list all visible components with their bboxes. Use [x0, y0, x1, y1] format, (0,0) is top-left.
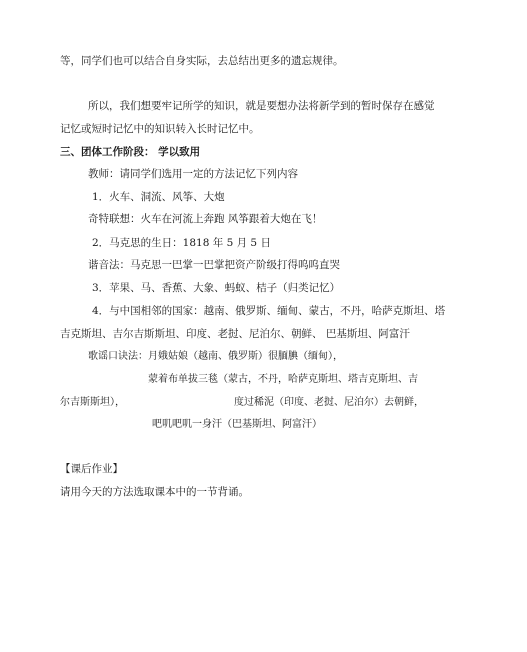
item-2-title: 2．马克思的生日：1818 年 5 月 5 日 — [92, 237, 271, 249]
item-1-note: 奇特联想：火车在河流上奔跑 风筝跟着大炮在飞！ — [88, 213, 323, 225]
section-heading: 三、团体工作阶段： 学以致用 — [60, 146, 201, 158]
homework-text: 请用今天的方法选取课本中的一节背诵。 — [60, 486, 249, 498]
rhyme-line-3a: 尔吉斯斯坦）， — [60, 397, 125, 408]
intro-tail-line: 等，同学们也可以结合自身实际，去总结出更多的遗忘规律。 — [60, 55, 344, 67]
item-2-note: 谐音法：马克思一巴掌一巴掌把资产阶级打得呜呜直哭 — [88, 259, 340, 271]
rhyme-line-4: 吧叽吧叽一身汗（巴基斯坦、阿富汗） — [152, 419, 322, 430]
item-3-title: 3．苹果、马、香蕉、大象、蚂蚁、桔子（归类记忆） — [92, 282, 341, 294]
summary-paragraph-line-2: 记忆或短时记忆中的知识转入长时记忆中。 — [60, 123, 260, 135]
item-4-line-2: 吉克斯坦、吉尔吉斯斯坦、印度、老挝、尼泊尔、朝鲜、 巴基斯坦、阿富汗 — [60, 328, 410, 340]
summary-paragraph-line-1: 所以，我们想要牢记所学的知识，就是要想办法将新学到的暂时保存在感觉 — [88, 100, 435, 112]
rhyme-line-1: 歌谣口诀法：月娥姑娘（越南、俄罗斯）很腼腆（缅甸）， — [88, 351, 343, 362]
homework-heading: 【课后作业】 — [60, 463, 123, 475]
item-4-line-1: 4．与中国相邻的国家：越南、俄罗斯、缅甸、蒙古，不丹，哈萨克斯坦、塔 — [92, 305, 446, 317]
rhyme-line-3b: 度过稀泥（印度、老挝、尼泊尔）去朝鲜， — [234, 397, 424, 408]
teacher-prompt: 教师：请同学们选用一定的方法记忆下列内容 — [88, 168, 298, 180]
item-1-title: 1．火车、洞流、风筝、大炮 — [92, 191, 225, 203]
rhyme-line-2: 蒙着布单拔三毯（蒙古，不丹，哈萨克斯坦、塔吉克斯坦、吉 — [148, 374, 418, 385]
